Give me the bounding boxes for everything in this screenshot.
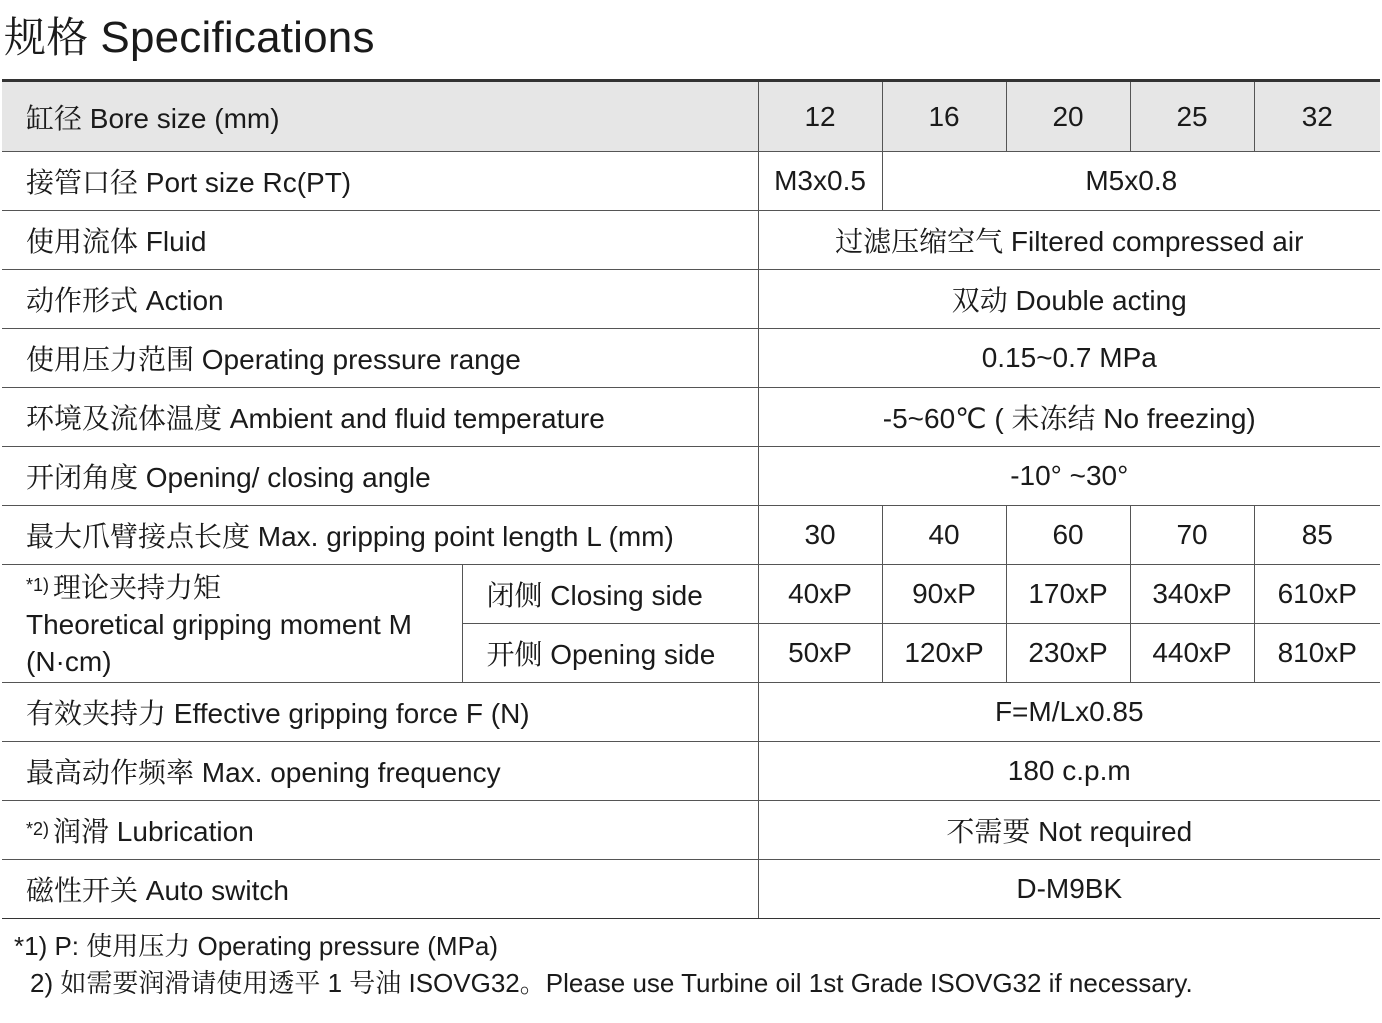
theoretical-moment-cn: 理论夹持力矩	[53, 572, 222, 603]
action-value: 双动 Double acting	[758, 270, 1380, 329]
theoretical-moment-label	[2, 565, 462, 683]
port-size-label: 接管口径 Port size Rc(PT)	[2, 152, 758, 211]
table-row-fluid	[2, 211, 1380, 270]
table-row-gripping-length	[2, 506, 1380, 565]
gripping-force-label: 有效夹持力 Effective gripping force F (N)	[2, 683, 758, 742]
angle-label: 开闭角度 Opening/ closing angle	[2, 447, 758, 506]
bore-20: 20	[1006, 81, 1130, 152]
fluid-value: 过滤压缩空气 Filtered compressed air	[758, 211, 1380, 270]
page-title	[4, 8, 375, 68]
lubrication-label-text: 润滑 Lubrication	[53, 816, 254, 847]
title-en: Specifications	[100, 13, 375, 62]
gripping-length-16: 40	[882, 506, 1006, 565]
gripping-length-32: 85	[1254, 506, 1380, 565]
temperature-label: 环境及流体温度 Ambient and fluid temperature	[2, 388, 758, 447]
table-row-gripping-force	[2, 683, 1380, 742]
bore-25: 25	[1130, 81, 1254, 152]
table-row-port-size	[2, 152, 1380, 211]
closing-32: 610xP	[1254, 565, 1380, 624]
lubrication-value: 不需要 Not required	[758, 801, 1380, 860]
theoretical-moment-unit: (N·cm)	[26, 646, 112, 677]
auto-switch-label: 磁性开关 Auto switch	[2, 860, 758, 919]
gripping-length-20: 60	[1006, 506, 1130, 565]
angle-value: -10° ~30°	[758, 447, 1380, 506]
bore-size-label: 缸径 Bore size (mm)	[2, 81, 758, 152]
table-row-moment-closing	[2, 565, 1380, 624]
pressure-value: 0.15~0.7 MPa	[758, 329, 1380, 388]
bore-16: 16	[882, 81, 1006, 152]
specifications-table	[2, 79, 1380, 919]
footnote-marker-1: *1)	[26, 575, 50, 595]
opening-32: 810xP	[1254, 624, 1380, 683]
closing-25: 340xP	[1130, 565, 1254, 624]
table-row-temperature	[2, 388, 1380, 447]
frequency-value: 180 c.p.m	[758, 742, 1380, 801]
gripping-length-label: 最大爪臂接点长度 Max. gripping point length L (mm)	[2, 506, 758, 565]
bore-32: 32	[1254, 81, 1380, 152]
bore-12: 12	[758, 81, 882, 152]
table-row-frequency	[2, 742, 1380, 801]
auto-switch-value: D-M9BK	[758, 860, 1380, 919]
port-size-16-32: M5x0.8	[882, 152, 1380, 211]
pressure-label: 使用压力范围 Operating pressure range	[2, 329, 758, 388]
closing-side-label: 闭侧 Closing side	[462, 565, 758, 624]
footnote-1: *1) P: 使用压力 Operating pressure (MPa)	[14, 931, 499, 961]
fluid-label: 使用流体 Fluid	[2, 211, 758, 270]
theoretical-moment-en: Theoretical gripping moment M	[26, 609, 412, 640]
gripping-length-25: 70	[1130, 506, 1254, 565]
gripping-force-value: F=M/Lx0.85	[758, 683, 1380, 742]
table-row-angle	[2, 447, 1380, 506]
temperature-value: -5~60℃ ( 未冻结 No freezing)	[758, 388, 1380, 447]
opening-20: 230xP	[1006, 624, 1130, 683]
footnote-2: 2) 如需要润滑请使用透平 1 号油 ISOVG32。Please use Turbine oil 1st Grade ISOVG32 if necessary.	[30, 968, 1193, 998]
lubrication-label	[2, 801, 758, 860]
opening-25: 440xP	[1130, 624, 1254, 683]
frequency-label: 最高动作频率 Max. opening frequency	[2, 742, 758, 801]
table-row-lubrication	[2, 801, 1380, 860]
table-row-pressure	[2, 329, 1380, 388]
table-row-bore-size	[2, 81, 1380, 152]
table-row-action	[2, 270, 1380, 329]
footnote-marker-2: *2)	[26, 819, 50, 839]
opening-16: 120xP	[882, 624, 1006, 683]
port-size-12: M3x0.5	[758, 152, 882, 211]
closing-20: 170xP	[1006, 565, 1130, 624]
closing-16: 90xP	[882, 565, 1006, 624]
opening-side-label: 开侧 Opening side	[462, 624, 758, 683]
opening-12: 50xP	[758, 624, 882, 683]
table-row-auto-switch	[2, 860, 1380, 919]
title-cn: 规格	[4, 13, 89, 62]
gripping-length-12: 30	[758, 506, 882, 565]
closing-12: 40xP	[758, 565, 882, 624]
action-label: 动作形式 Action	[2, 270, 758, 329]
